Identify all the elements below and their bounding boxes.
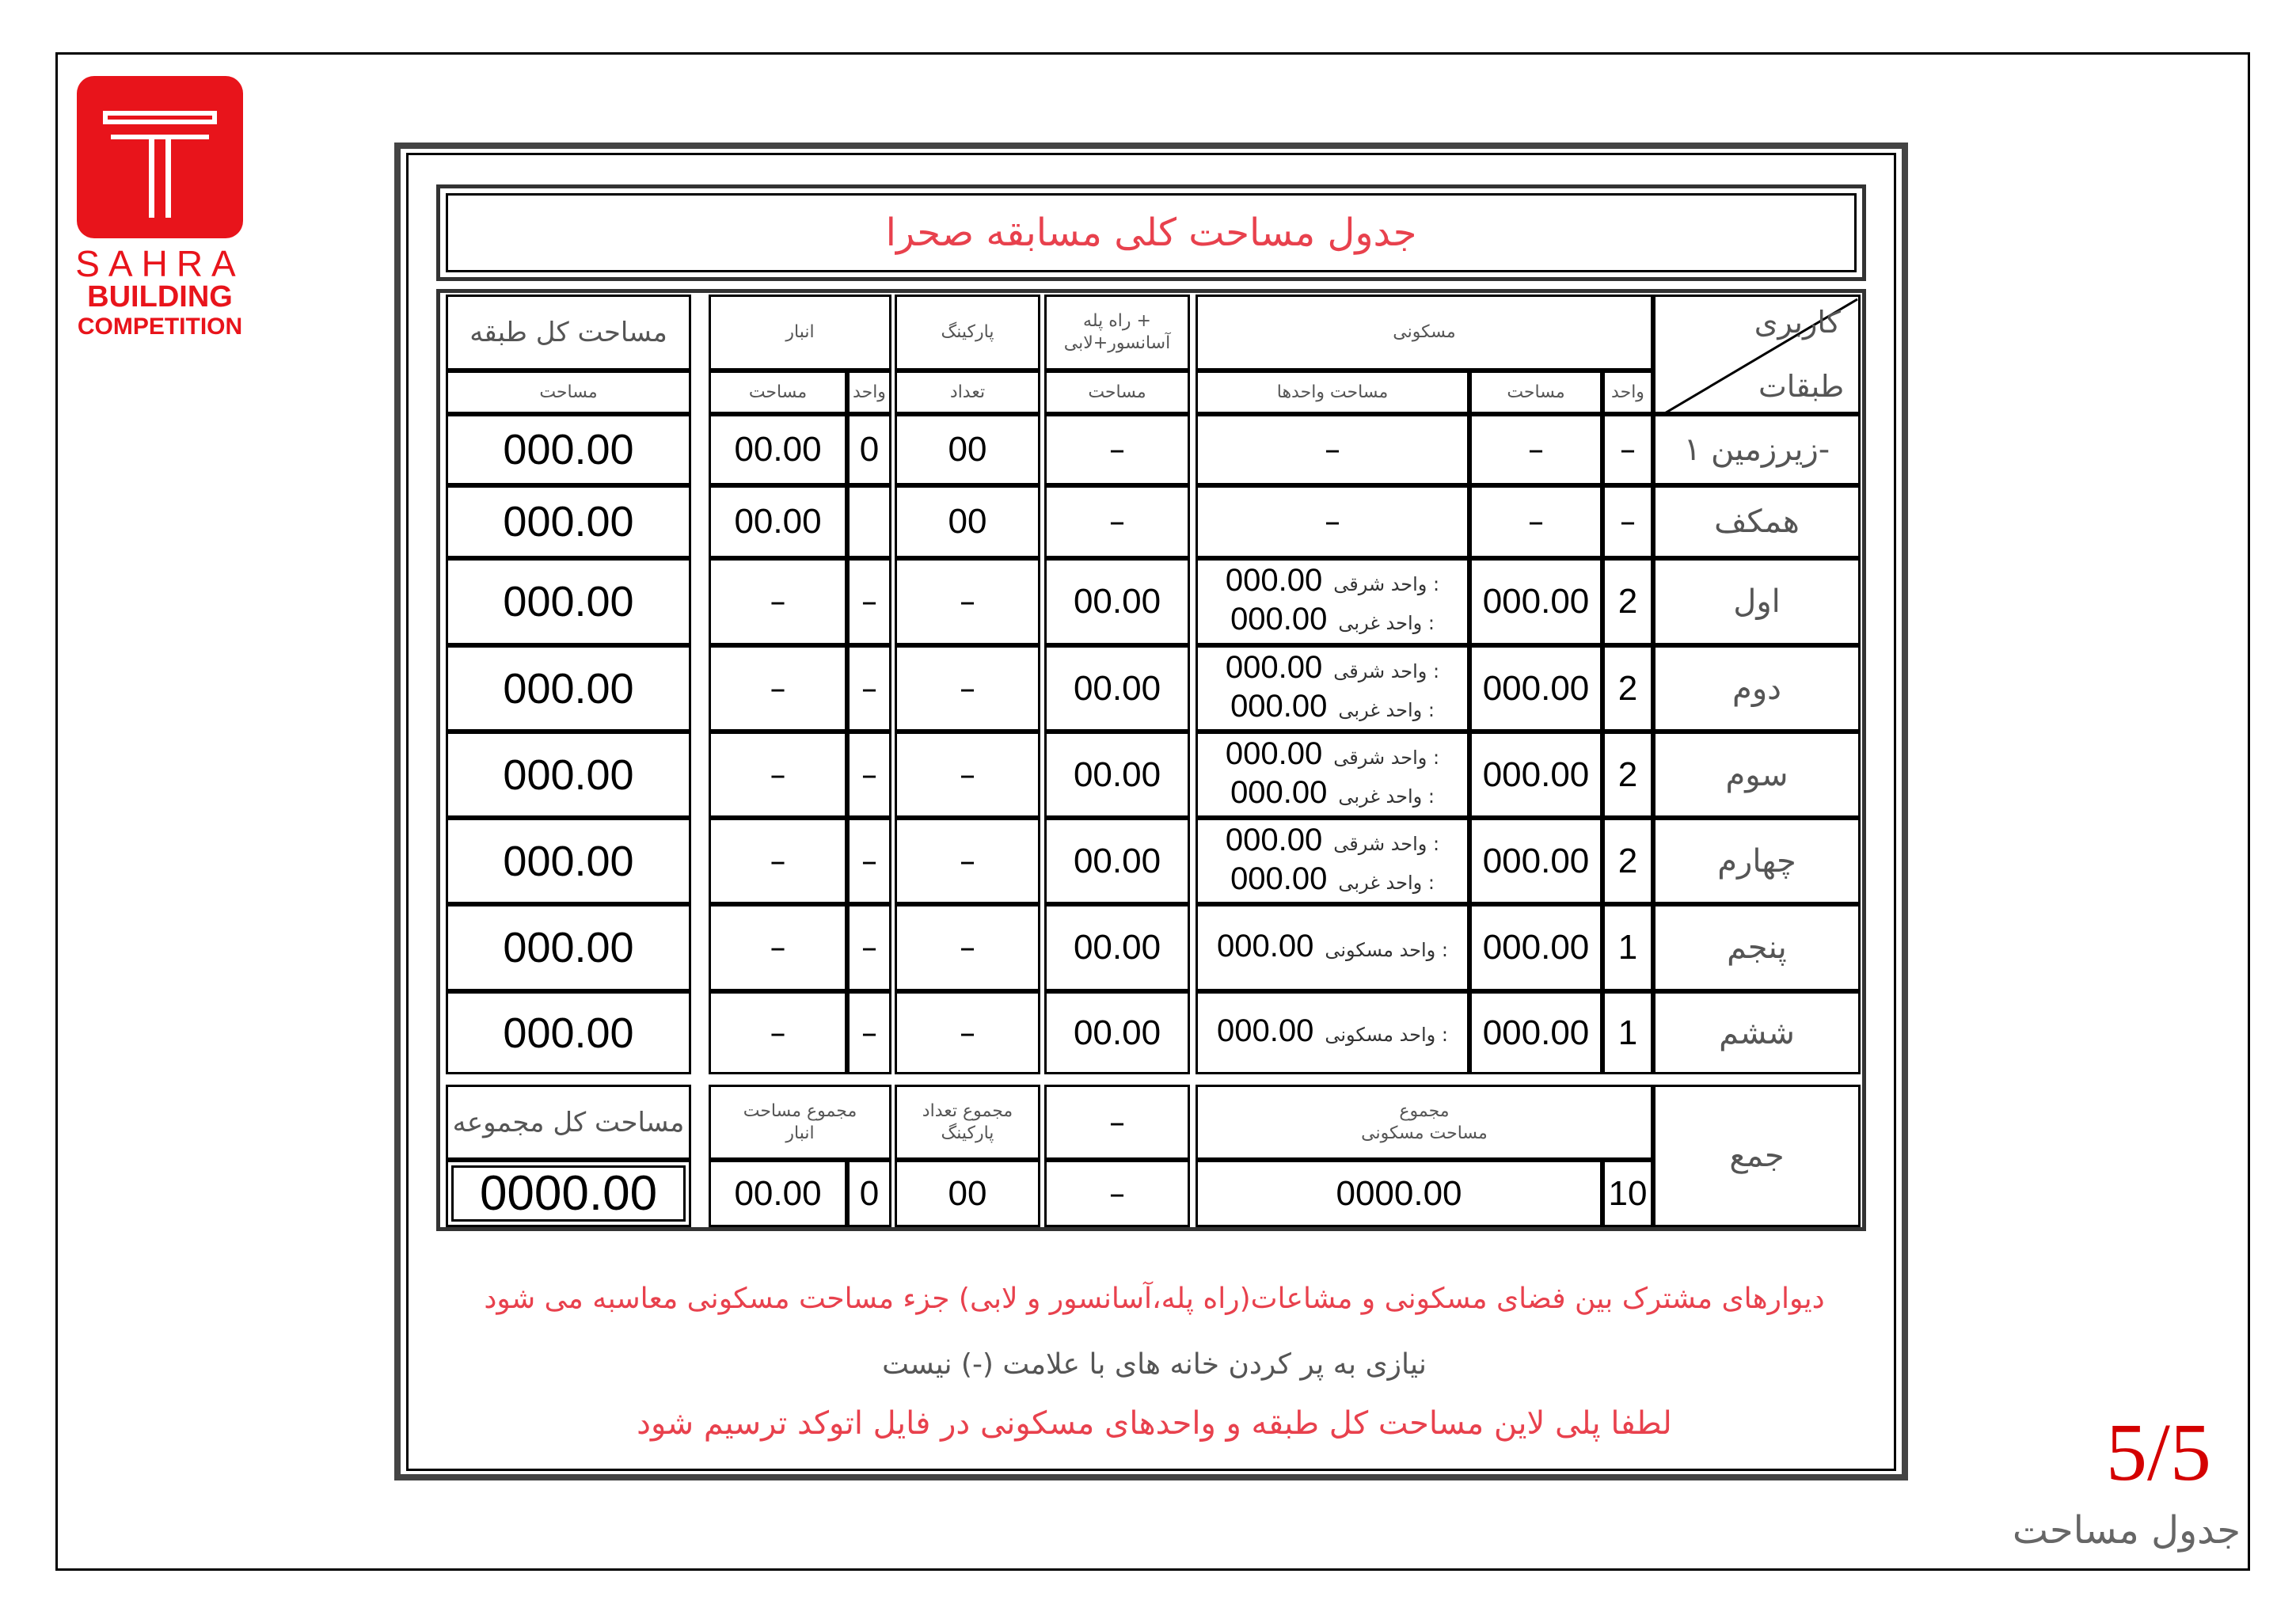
storage-units: – — [847, 645, 891, 732]
storage-units: – — [847, 818, 891, 904]
unit-area-value: 000.00 — [1225, 563, 1323, 598]
header-storage: انبار — [709, 295, 891, 371]
header-storage-area: مساحت — [709, 371, 847, 414]
res-area: 000.00 — [1469, 818, 1602, 904]
res-units: 2 — [1602, 818, 1653, 904]
floor-name: سوم — [1653, 732, 1861, 818]
parking-count: 00 — [895, 485, 1040, 558]
res-unit-areas — [1196, 991, 1469, 1074]
note-dash-cells: نیازی به پر کردن خانه های با علامت (-) نیست — [882, 1348, 1427, 1381]
unit-area-label: واحد شرقی : — [1333, 659, 1440, 682]
unit-area-label: واحد شرقی : — [1333, 746, 1440, 769]
header-stairs: راه پله + آسانسور+لابی — [1044, 295, 1190, 371]
floor-total-area: 000.00 — [446, 414, 691, 485]
stairs-area: 00.00 — [1044, 991, 1190, 1074]
res-area: – — [1469, 414, 1602, 485]
header-usage-floors — [1653, 295, 1861, 414]
storage-units: – — [847, 991, 891, 1074]
page-number: 5/5 — [2106, 1407, 2211, 1498]
stairs-area: – — [1044, 414, 1190, 485]
note-shared-walls: دیوارهای مشترک بین فضای مسکونی و مشاعات(راه پله،آسانسور و لابی) جزء مساحت مسکونی معاسبه می شود — [484, 1283, 1825, 1315]
summary-storage-header: مجموع مساحت انبار — [709, 1085, 891, 1160]
header-res-area: مساحت — [1469, 371, 1602, 414]
floor-name: همکف — [1653, 485, 1861, 558]
header-parking-count: تعداد — [895, 371, 1040, 414]
parking-count: – — [895, 991, 1040, 1074]
storage-area: – — [709, 991, 847, 1074]
unit-area-line — [1230, 861, 1435, 900]
unit-area-line — [1226, 823, 1439, 861]
floor-total-area: 000.00 — [446, 645, 691, 732]
floor-name: دوم — [1653, 645, 1861, 732]
unit-area-value: 000.00 — [1230, 602, 1328, 637]
summary-parking-total: 00 — [895, 1160, 1040, 1227]
header-residential: مسکونی — [1196, 295, 1653, 371]
floor-name: زیرزمین ۱- — [1653, 414, 1861, 485]
logo — [77, 76, 243, 238]
res-area: 000.00 — [1469, 904, 1602, 991]
storage-area: 00.00 — [709, 485, 847, 558]
page-label: جدول مساحت — [2012, 1508, 2241, 1553]
parking-count: – — [895, 818, 1040, 904]
res-unit-areas — [1196, 645, 1469, 732]
summary-label: جمع — [1653, 1085, 1861, 1227]
storage-area: 00.00 — [709, 414, 847, 485]
storage-area: – — [709, 732, 847, 818]
header-usage: کاربری — [1754, 305, 1841, 340]
page-title: جدول مساحت کلی مسابقه صحرا — [446, 193, 1857, 272]
floor-name: پنجم — [1653, 904, 1861, 991]
unit-area-label: واحد مسکونی : — [1325, 938, 1448, 961]
res-unit-areas: – — [1196, 485, 1469, 558]
res-area: 000.00 — [1469, 732, 1602, 818]
unit-area-line — [1226, 736, 1439, 775]
floor-total-area: 000.00 — [446, 732, 691, 818]
res-area: 000.00 — [1469, 645, 1602, 732]
res-units: – — [1602, 485, 1653, 558]
unit-area-label: واحد شرقی : — [1333, 573, 1440, 595]
header-total-area: مساحت — [446, 371, 691, 414]
header-total: مساحت کل طبقه — [446, 295, 691, 371]
summary-grand-header: مساحت کل مجموعه — [446, 1085, 691, 1160]
unit-area-value: 000.00 — [1225, 822, 1323, 857]
unit-area-value: 000.00 — [1230, 688, 1328, 724]
summary-storage-total: 00.00 — [709, 1160, 847, 1227]
storage-units: 0 — [847, 414, 891, 485]
header-res-units: واحد — [1602, 371, 1653, 414]
parking-count: – — [895, 645, 1040, 732]
unit-area-value: 000.00 — [1225, 649, 1323, 685]
summary-res-header: مجموع مساحت مسکونی — [1196, 1085, 1653, 1160]
floor-name: اول — [1653, 558, 1861, 645]
stairs-area: 00.00 — [1044, 818, 1190, 904]
res-unit-areas — [1196, 732, 1469, 818]
parking-count: – — [895, 558, 1040, 645]
unit-area-line — [1226, 650, 1439, 689]
unit-area-line — [1230, 602, 1435, 640]
logo-text-sahra: SAHRA — [75, 243, 245, 284]
summary-stairs-header: – — [1044, 1085, 1190, 1160]
floor-name: چهارم — [1653, 818, 1861, 904]
unit-area-label: واحد شرقی : — [1333, 832, 1440, 855]
floor-total-area: 000.00 — [446, 485, 691, 558]
res-unit-areas — [1196, 558, 1469, 645]
header-stairs-area: مساحت — [1044, 371, 1190, 414]
parking-count: 00 — [895, 414, 1040, 485]
summary-stairs-value: – — [1044, 1160, 1190, 1227]
unit-area-label: واحد غربی : — [1338, 871, 1435, 894]
logo-text-competition: COMPETITION — [77, 314, 243, 340]
summary-grand-total: 0000.00 — [446, 1160, 691, 1227]
header-storage-units: واحد — [847, 371, 891, 414]
stairs-area: – — [1044, 485, 1190, 558]
unit-area-line — [1230, 775, 1435, 814]
res-unit-areas — [1196, 904, 1469, 991]
res-units: – — [1602, 414, 1653, 485]
unit-area-value: 000.00 — [1225, 735, 1323, 771]
storage-units — [847, 485, 891, 558]
res-unit-areas: – — [1196, 414, 1469, 485]
storage-units: – — [847, 904, 891, 991]
storage-units: – — [847, 732, 891, 818]
storage-area: – — [709, 645, 847, 732]
unit-area-label: واحد مسکونی : — [1325, 1024, 1448, 1046]
storage-units: – — [847, 558, 891, 645]
parking-count: – — [895, 904, 1040, 991]
unit-area-value: 000.00 — [1230, 861, 1328, 896]
res-area: – — [1469, 485, 1602, 558]
res-units: 1 — [1602, 991, 1653, 1074]
logo-text-building: BUILDING — [87, 280, 233, 314]
res-unit-areas — [1196, 818, 1469, 904]
res-area: 000.00 — [1469, 991, 1602, 1074]
storage-area: – — [709, 818, 847, 904]
floor-total-area: 000.00 — [446, 558, 691, 645]
unit-area-line — [1230, 689, 1435, 728]
storage-area: – — [709, 558, 847, 645]
unit-area-value: 000.00 — [1217, 1013, 1314, 1048]
unit-area-label: واحد غربی : — [1338, 785, 1435, 808]
header-parking: پارکینگ — [895, 295, 1040, 371]
res-units: 2 — [1602, 645, 1653, 732]
summary-storage-units: 0 — [847, 1160, 891, 1227]
parking-count: – — [895, 732, 1040, 818]
summary-parking-header: مجموع تعداد پارکینگ — [895, 1085, 1040, 1160]
header-res-unit-areas: مساحت واحدها — [1196, 371, 1469, 414]
floor-name: ششم — [1653, 991, 1861, 1074]
floor-total-area: 000.00 — [446, 904, 691, 991]
stairs-area: 00.00 — [1044, 904, 1190, 991]
summary-res-total: 0000.00 — [1196, 1160, 1602, 1227]
storage-area: – — [709, 904, 847, 991]
stairs-area: 00.00 — [1044, 645, 1190, 732]
unit-area-line — [1217, 929, 1448, 967]
header-floors: طبقات — [1758, 369, 1845, 404]
stairs-area: 00.00 — [1044, 558, 1190, 645]
unit-area-line — [1226, 563, 1439, 602]
res-units: 1 — [1602, 904, 1653, 991]
note-polyline: لطفا پلی لاین مساحت کل طبقه و واحدهای مسکونی در فایل اتوکد ترسیم شود — [637, 1405, 1672, 1442]
floor-total-area: 000.00 — [446, 818, 691, 904]
unit-area-value: 000.00 — [1217, 928, 1314, 964]
res-area: 000.00 — [1469, 558, 1602, 645]
unit-area-line — [1217, 1013, 1448, 1052]
unit-area-label: واحد غربی : — [1338, 698, 1435, 721]
unit-area-value: 000.00 — [1230, 774, 1328, 810]
summary-res-units: 10 — [1602, 1160, 1653, 1227]
stairs-area: 00.00 — [1044, 732, 1190, 818]
res-units: 2 — [1602, 732, 1653, 818]
t-column-icon — [103, 111, 217, 124]
floor-total-area: 000.00 — [446, 991, 691, 1074]
unit-area-label: واحد غربی : — [1338, 612, 1435, 634]
res-units: 2 — [1602, 558, 1653, 645]
